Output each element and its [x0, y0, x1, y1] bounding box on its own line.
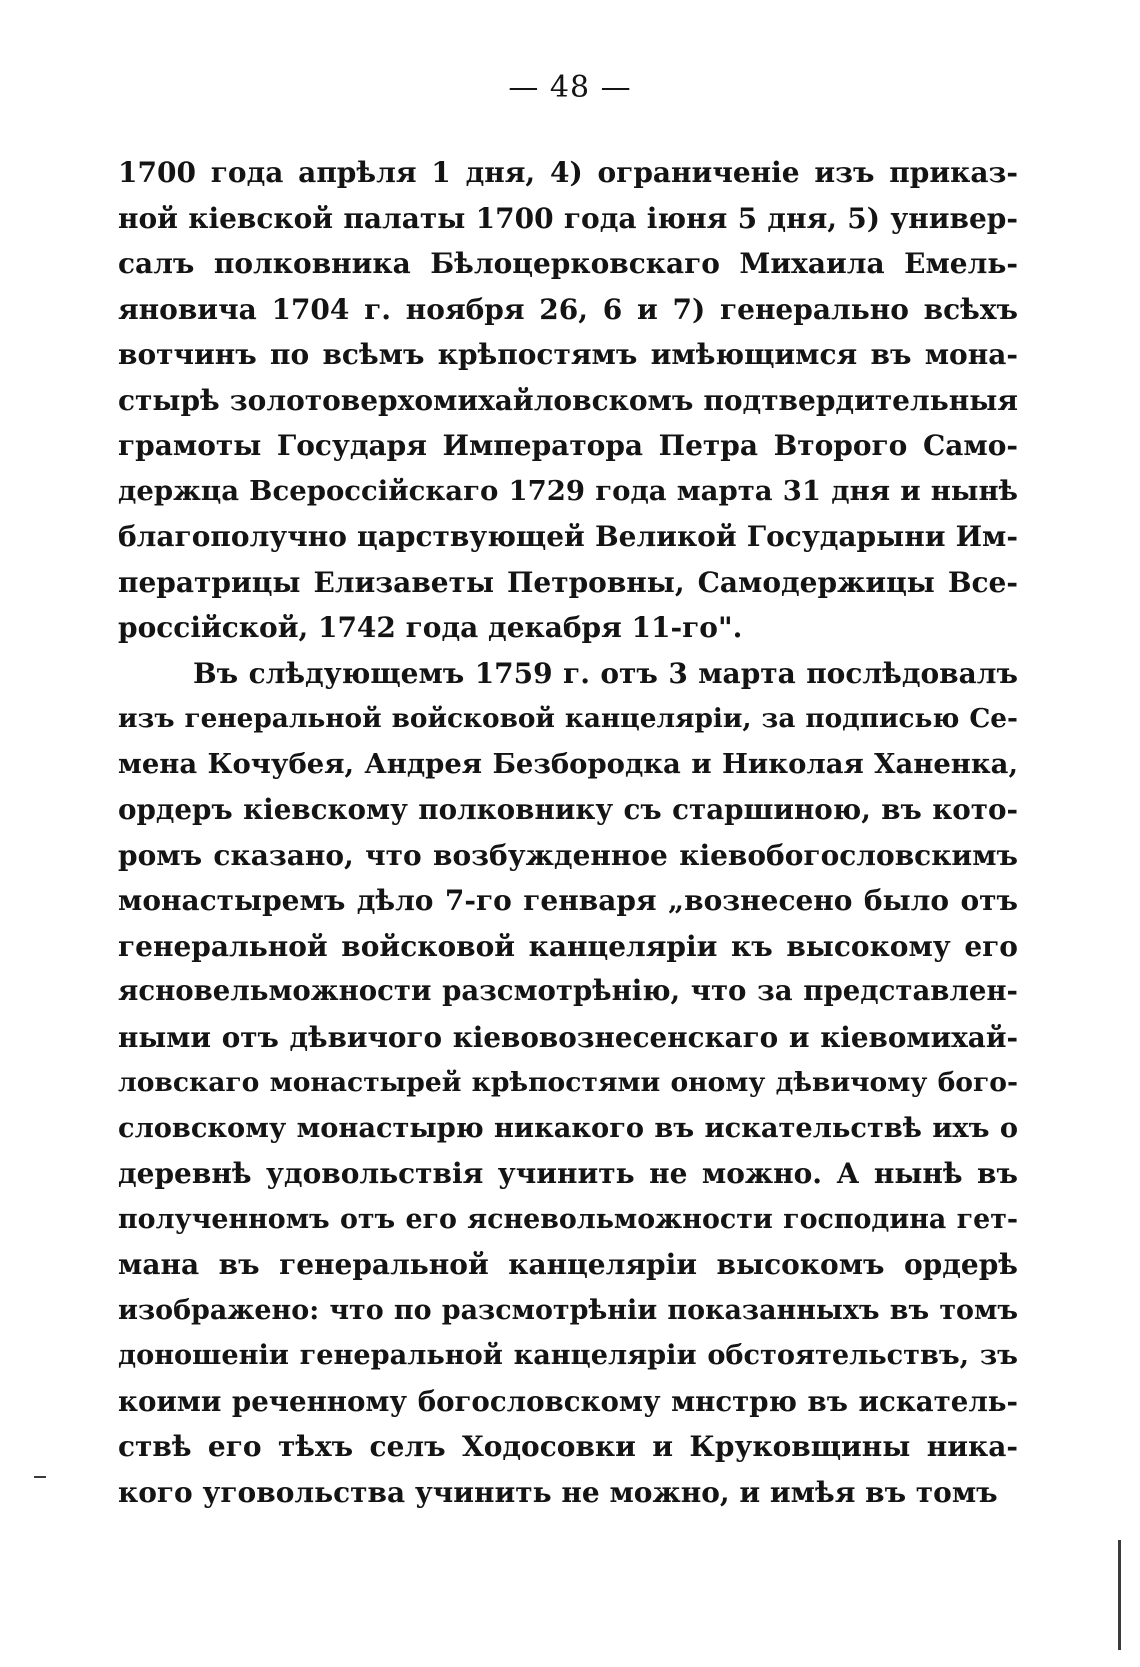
text-line: ордеръ кіевскому полковнику съ старшиною, въ кото-	[118, 793, 1018, 826]
text-line: 1700 года апрѣля 1 дня, 4) ограниченіе изъ приказ-	[118, 156, 1018, 189]
scan-dash-mark	[34, 1476, 46, 1478]
text-line: грамоты Государя Императора Петра Второго Само-	[118, 429, 1018, 462]
scan-edge-mark	[1118, 1540, 1121, 1650]
text-line: ной кіевской палаты 1700 года іюня 5 дня, 5) универ-	[118, 201, 1018, 235]
page-number: — 48 —	[508, 70, 632, 105]
text-line: россійской, 1742 года декабря 11-го".	[118, 611, 743, 644]
text-line: деревнѣ удовольствія учинить не можно. А нынѣ въ	[118, 1157, 1018, 1190]
text-line: полученномъ отъ его ясневольможности господина гет-	[118, 1203, 1018, 1235]
text-line: коими реченному богословскому мнстрю въ искатель-	[118, 1384, 1018, 1418]
text-line: Въ слѣдующемъ 1759 г. отъ 3 марта послѣдовалъ	[193, 656, 1018, 690]
text-line: стырѣ золотоверхомихайловскомъ подтвердительныя	[118, 383, 1018, 417]
text-line: ромъ сказано, что возбужденное кіевобогословскимъ	[118, 838, 1018, 872]
text-line: держца Всероссійскаго 1729 года марта 31 дня и нынѣ	[118, 474, 1018, 507]
text-line: мена Кочубея, Андрея Безбородка и Николая Ханенка,	[118, 747, 1018, 780]
text-line: ясновельможности разсмотрѣнію, что за представлен-	[118, 975, 1018, 1007]
text-line: доношеніи генеральной канцеляріи обстоятельствъ, зъ	[118, 1340, 1018, 1371]
paragraph-1	[118, 150, 1018, 651]
text-line: благополучно царствующей Великой Государыни Им-	[118, 520, 1018, 553]
text-line: вотчинъ по всѣмъ крѣпостямъ имѣющимся въ мона-	[118, 338, 1018, 371]
text-line: ными отъ дѣвичого кіевовознесенскаго и кіевомихай-	[118, 1020, 1018, 1054]
text-line: изъ генеральной войсковой канцеляріи, за подписью Се-	[118, 703, 1018, 734]
paragraph-2	[118, 651, 1018, 1516]
text-line: изображено: что по разсмотрѣніи показанныхъ въ томъ	[118, 1294, 1018, 1326]
text-line: кого уговольства учинить не можно, и имѣя въ томъ	[118, 1475, 998, 1509]
text-line: салъ полковника Бѣлоцерковскаго Михаила Емель-	[118, 247, 1018, 280]
text-line: мана въ генеральной канцеляріи высокомъ ордерѣ	[118, 1248, 1018, 1281]
text-line: ловскаго монастырей крѣпостями оному дѣвичому бого-	[118, 1067, 1018, 1098]
body-text	[118, 150, 1018, 1515]
text-line: генеральной войсковой канцеляріи къ высокому его	[118, 929, 1018, 963]
text-line: ператрицы Елизаветы Петровны, Самодержицы Все-	[118, 565, 1018, 599]
text-line: яновича 1704 г. ноября 26, 6 и 7) генерально всѣхъ	[118, 292, 1018, 326]
text-line: монастыремъ дѣло 7-го генваря „вознесено было отъ	[118, 884, 1018, 917]
text-line: словскому монастырю никакого въ искательствѣ ихъ о	[118, 1111, 1018, 1144]
text-line: ствѣ его тѣхъ селъ Ходосовки и Круковщины ника-	[118, 1430, 1018, 1463]
